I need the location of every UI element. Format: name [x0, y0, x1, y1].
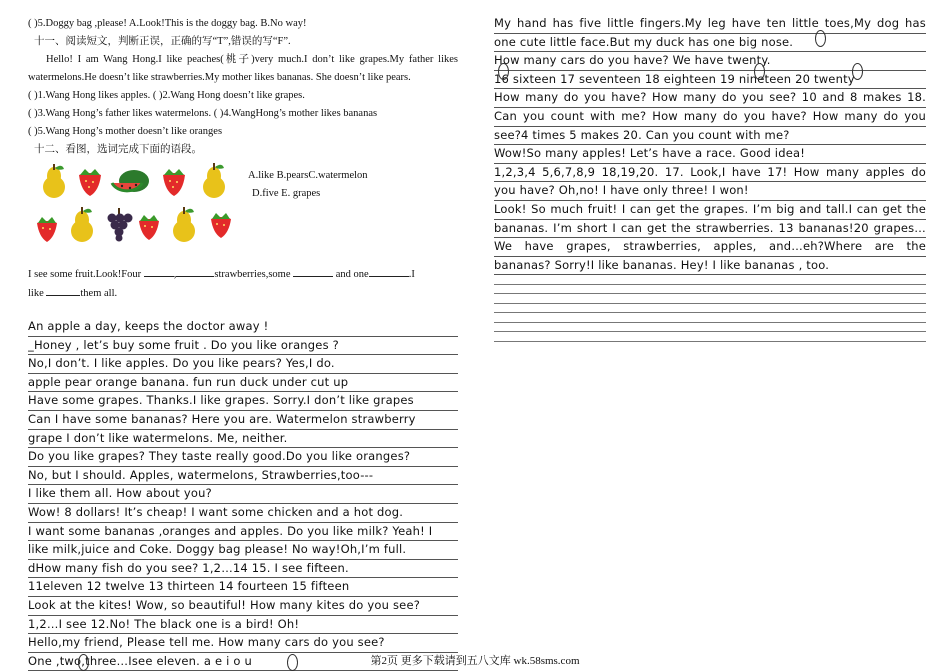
- watermelon-icon: [110, 169, 150, 197]
- note-line: 16 sixteen 17 seventeen 18 eighteen 19 nineteen 20 twenty: [494, 71, 926, 90]
- blank-rule-line: [494, 313, 926, 323]
- note-line: apple pear orange banana. fun run duck under cut up: [28, 374, 458, 393]
- answer-blank[interactable]: [144, 265, 174, 277]
- question-5-line: ( )5.Doggy bag ,please! A.Look!This is the doggy bag. B.No way!: [28, 18, 307, 29]
- true-false-row-2: ( )3.Wang Hong’s father likes watermelons. ( )4.WangHong’s mother likes bananas: [28, 108, 378, 119]
- note-line: grape I don’t like watermelons. Me, neither.: [28, 430, 458, 449]
- answer-blank[interactable]: [46, 284, 80, 296]
- blank-rule-line: [494, 285, 926, 295]
- fill-in-paragraph: [28, 265, 458, 303]
- fill-text: and one: [335, 269, 369, 280]
- strawberry-icon: [136, 213, 162, 241]
- left-lined-notes: [28, 318, 458, 671]
- pear-icon: [200, 161, 228, 199]
- section-12-title: 十二、看图，选词完成下面的语段。: [34, 144, 202, 155]
- note-line: Can you count with me? How many do you have? How many do you: [494, 108, 926, 127]
- section-11-title: 十一、阅读短文，判断正误，正确的写“T”,错误的写“F”.: [34, 36, 291, 47]
- answer-blank[interactable]: [293, 265, 333, 277]
- blank-rule-line: [494, 275, 926, 285]
- fruit-picture-area: [28, 161, 458, 261]
- note-line: How many do you have? How many do you see? 10 and 8 makes 18.: [494, 89, 926, 108]
- blank-rule-line: [494, 323, 926, 333]
- note-line: I want some bananas ,oranges and apples. Do you like milk? Yeah! I: [28, 523, 458, 542]
- note-line: Can I have some bananas? Here you are. Watermelon strawberry: [28, 411, 458, 430]
- left-column: [28, 15, 458, 303]
- note-line: Wow! 8 dollars! It’s cheap! I want some chicken and a hot dog.: [28, 504, 458, 523]
- blank-rule-line: [494, 304, 926, 314]
- pear-icon: [68, 205, 96, 243]
- strawberry-icon: [34, 215, 60, 243]
- note-line: bananas. I’m short I can get the strawberries. 13 bananas!20 grapes…: [494, 220, 926, 239]
- note-line: 11eleven 12 twelve 13 thirteen 14 fourteen 15 fifteen: [28, 578, 458, 597]
- circle-mark: [754, 63, 765, 80]
- note-line: I like them all. How about you?: [28, 485, 458, 504]
- note-line: see?4 times 5 makes 20. Can you count with me?: [494, 127, 926, 146]
- pear-icon: [40, 163, 68, 199]
- strawberry-icon: [160, 167, 188, 197]
- note-line: Have some grapes. Thanks.I like grapes. Sorry.I don’t like grapes: [28, 392, 458, 411]
- right-lined-notes: [494, 15, 926, 342]
- note-line: 1,2,3,4 5,6,7,8,9 18,19,20. 17. Look,I have 17! How many apples do: [494, 164, 926, 183]
- fill-text: .I: [408, 269, 415, 280]
- fill-text: strawberries,some: [214, 269, 291, 280]
- note-line: one cute little face.But my duck has one big nose.: [494, 34, 926, 53]
- strawberry-icon: [208, 211, 234, 239]
- note-line: We have grapes, strawberries, apples, and…eh?Where are the: [494, 238, 926, 257]
- word-options: [248, 167, 368, 203]
- note-line: Do you like grapes? They taste really good.Do you like oranges?: [28, 448, 458, 467]
- reading-passage: Hello! I am Wang Hong.I like peaches(桃子)very much.I don’t like grapes.My father likes watermelons.He doesn’t like strawberries.My mother likes bananas. She doesn’t like pears.: [28, 54, 458, 83]
- true-false-row-1: ( )1.Wang Hong likes apples. ( )2.Wang Hong doesn’t like grapes.: [28, 90, 305, 101]
- circle-mark: [815, 30, 826, 47]
- note-line: Hello,my friend, Please tell me. How many cars do you see?: [28, 634, 458, 653]
- note-line: bananas? Sorry!I like bananas. Hey! I like bananas , too.: [494, 257, 926, 276]
- note-line: Wow!So many apples! Let’s have a race. Good idea!: [494, 145, 926, 164]
- fill-text: ,: [173, 269, 177, 280]
- note-line: One ,two,three…Isee eleven. a e i o u: [28, 653, 458, 672]
- note-line: My hand has five little fingers.My leg have ten little toes,My dog has: [494, 15, 926, 34]
- note-line: Look at the kites! Wow, so beautiful! How many kites do you see?: [28, 597, 458, 616]
- page-footer: 第2页 更多下载请到五八文库 wk.58sms.com: [370, 655, 580, 667]
- fill-text: like: [28, 288, 44, 299]
- note-line: No, but I should. Apples, watermelons, Strawberries,too---: [28, 467, 458, 486]
- note-line: 1,2…I see 12.No! The black one is a bird! Oh!: [28, 616, 458, 635]
- note-line: dHow many fish do you see? 1,2…14 15. I see fifteen.: [28, 560, 458, 579]
- answer-blank[interactable]: [369, 265, 409, 277]
- circle-mark: [852, 63, 863, 80]
- word-options-line-1: A.like B.pearsC.watermelon: [248, 170, 368, 181]
- word-options-line-2: D.five E. grapes: [252, 188, 321, 199]
- blank-rule-line: [494, 332, 926, 342]
- note-line: like milk,juice and Coke. Doggy bag please! No way!Oh,I’m full.: [28, 541, 458, 560]
- note-line: Look! So much fruit! I can get the grapes. I’m big and tall.I can get the: [494, 201, 926, 220]
- note-line: An apple a day, keeps the doctor away !: [28, 318, 458, 337]
- note-line: you have? Oh,no! I have only three! I won!: [494, 182, 926, 201]
- circle-mark: [498, 63, 509, 80]
- grapes-icon: [104, 207, 134, 243]
- note-line: How many cars do you have? We have twenty.: [494, 52, 926, 71]
- fill-text: them all.: [80, 288, 118, 299]
- note-line: No,I don’t. I like apples. Do you like pears? Yes,I do.: [28, 355, 458, 374]
- note-line: _Honey , let’s buy some fruit . Do you like oranges ?: [28, 337, 458, 356]
- true-false-row-3: ( )5.Wang Hong’s mother doesn’t like oranges: [28, 126, 223, 137]
- answer-blank[interactable]: [176, 265, 214, 277]
- strawberry-icon: [76, 167, 104, 197]
- fill-text: I see some fruit.Look!Four: [28, 269, 142, 280]
- blank-rule-line: [494, 294, 926, 304]
- pear-icon: [170, 205, 198, 243]
